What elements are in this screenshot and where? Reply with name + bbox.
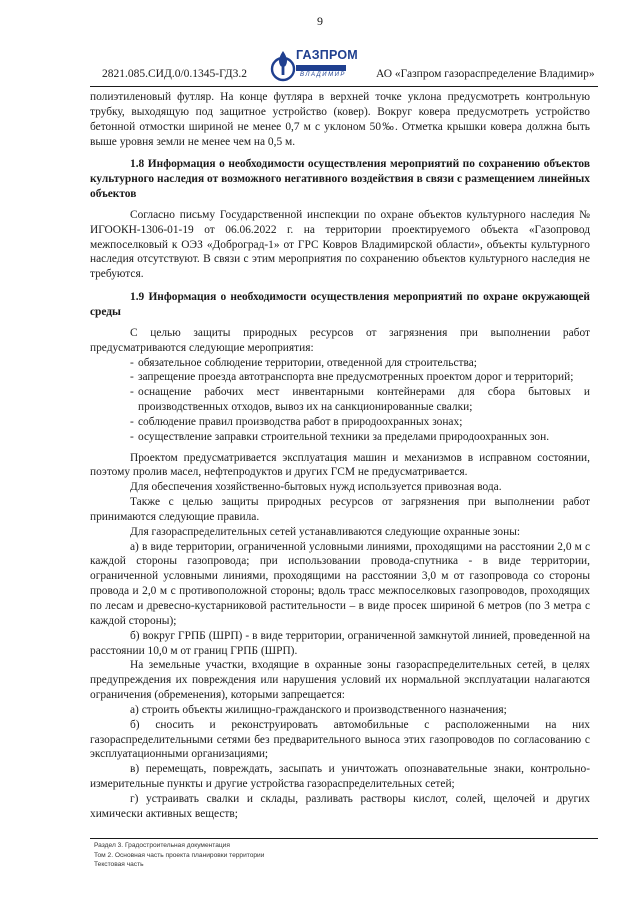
list-item: - обязательное соблюдение территории, отведенной для строительства;	[130, 356, 477, 369]
paragraph-cultural-heritage: Согласно письму Государственной инспекции по охране объектов культурного наследия № ИГООКН-1306-01-19 от 06.06.2022 г. на территории проектируемого объекта «Газопровод межпоселковый к ОЭЗ «Доброград-1» от ГРС Ковров Владимирской области», объекты культурного наследия отсутствуют. В связи с этим мероприятия по сохранению объектов культурного наследия не требуются.	[90, 208, 590, 281]
measures-list	[90, 356, 590, 445]
footer-section: Раздел 3. Градостроительная документация	[94, 842, 230, 849]
footer-part: Текстовая часть	[94, 861, 144, 868]
paragraph-zones-intro: Для газораспределительных сетей устанавливаются следующие охранные зоны:	[130, 525, 521, 538]
header-divider	[90, 86, 598, 87]
paragraph-restriction-d: г) устраивать свалки и склады, разливать растворы кислот, солей, щелочей и других химически активных веществ;	[90, 792, 590, 820]
list-item: - соблюдение правил производства работ в природоохранных зонах;	[130, 415, 463, 428]
paragraph-restriction-b: б) сносить и реконструировать автомобильные с расположенными на них газораспределительными сетями без предварительного выноса этих газопроводов по согласованию с эксплуатационными организациями;	[90, 718, 590, 761]
section-heading-1-8: 1.8 Информация о необходимости осуществления мероприятий по сохранению объектов культурного наследия от возможного негативного воздействия в связи с размещением линейных объектов	[90, 158, 590, 201]
paragraph-rules-intro: Также с целью защиты природных ресурсов от загрязнения при выполнении работ принимаются следующие правила.	[90, 496, 590, 523]
paragraph-machinery: Проектом предусматривается эксплуатация машин и механизмов в исправном состоянии, поэтому пролив масел, нефтепродуктов и других ГСМ не предусматривается.	[90, 451, 590, 479]
document-code: 2821.085.СИД.0/0.1345-ГД3.2	[102, 68, 247, 80]
paragraph-zone-b: б) вокруг ГРПБ (ШРП) - в виде территории, ограниченной замкнутой линией, проведенной на расстоянии 10,0 м от границ ГРПБ (ШРП).	[90, 629, 590, 657]
logo-band	[296, 65, 346, 71]
footer	[94, 841, 264, 870]
page-number: 9	[317, 14, 323, 28]
paragraph-case-protection: полиэтиленовый футляр. На конце футляра в верхней точке уклона предусмотреть контрольную трубку, выходящую под защитное устройство (ковер). Вокруг ковера предусмотреть устройство бетонной отмостки шириной не менее 0,7 м с уклоном 50‰. Отметка крышки ковера должна быть выше уровня земли не менее чем на 0,5 м.	[90, 91, 590, 148]
section-heading-1-9: 1.9 Информация о необходимости осуществления мероприятий по охране окружающей среды	[90, 291, 590, 318]
paragraph-measures-intro: С целью защиты природных ресурсов от загрязнения при выполнении работ предусматриваются следующие мероприятия:	[90, 326, 590, 354]
logo-brand-text: ГАЗПРОМ	[296, 48, 358, 62]
paragraph-zone-a: а) в виде территории, ограниченной условными линиями, проходящими на расстоянии 2,0 м с каждой стороны газопровода; при использовании провода-спутника - в виде территории, ограниченной условными линиями, проходящими на расстоянии 3,0 м от газопровода со стороны провода и 2,0 м с противоположной стороны; вдоль трасс межпоселковых газопроводов, проходящих по лесам и древесно-кустарниковой растительности – в виде просек шириной 6 метров (по 3 метра с каждой стороны);	[90, 540, 590, 627]
list-item: - оснащение рабочих мест инвентарными контейнерами для сбора бытовых и производственных отходов, вывоз их на санкционированные свалки;	[130, 386, 590, 414]
list-item: - осуществление заправки строительной техники за пределами природоохранных зон.	[130, 430, 550, 443]
organization-name: АО «Газпром газораспределение Владимир»	[376, 68, 595, 80]
footer-divider	[90, 838, 598, 839]
footer-volume: Том 2. Основная часть проекта планировки территории	[94, 851, 265, 859]
list-item: - запрещение проезда автотранспорта вне предусмотренных проектом дорог и территорий;	[130, 371, 574, 384]
logo-city-text: ВЛАДИМИР	[300, 72, 346, 78]
paragraph-water: Для обеспечения хозяйственно-бытовых нужд используется привозная вода.	[130, 481, 502, 494]
paragraph-restriction-a: а) строить объекты жилищно-гражданского и производственного назначения;	[130, 703, 507, 716]
paragraph-restriction-c: в) перемещать, повреждать, засыпать и уничтожать опознавательные знаки, контрольно-измерительные пункты и другие устройства газораспределительных сетей;	[90, 763, 590, 791]
document-body	[90, 90, 590, 822]
flame-icon	[270, 48, 296, 82]
paragraph-restrictions-intro: На земельные участки, входящие в охранные зоны газораспределительных сетей, в целях предупреждения их повреждения или нарушения условий их нормальной эксплуатации налагаются ограничения (обременения), которыми запрещается:	[90, 659, 590, 702]
gazprom-logo	[270, 48, 358, 82]
